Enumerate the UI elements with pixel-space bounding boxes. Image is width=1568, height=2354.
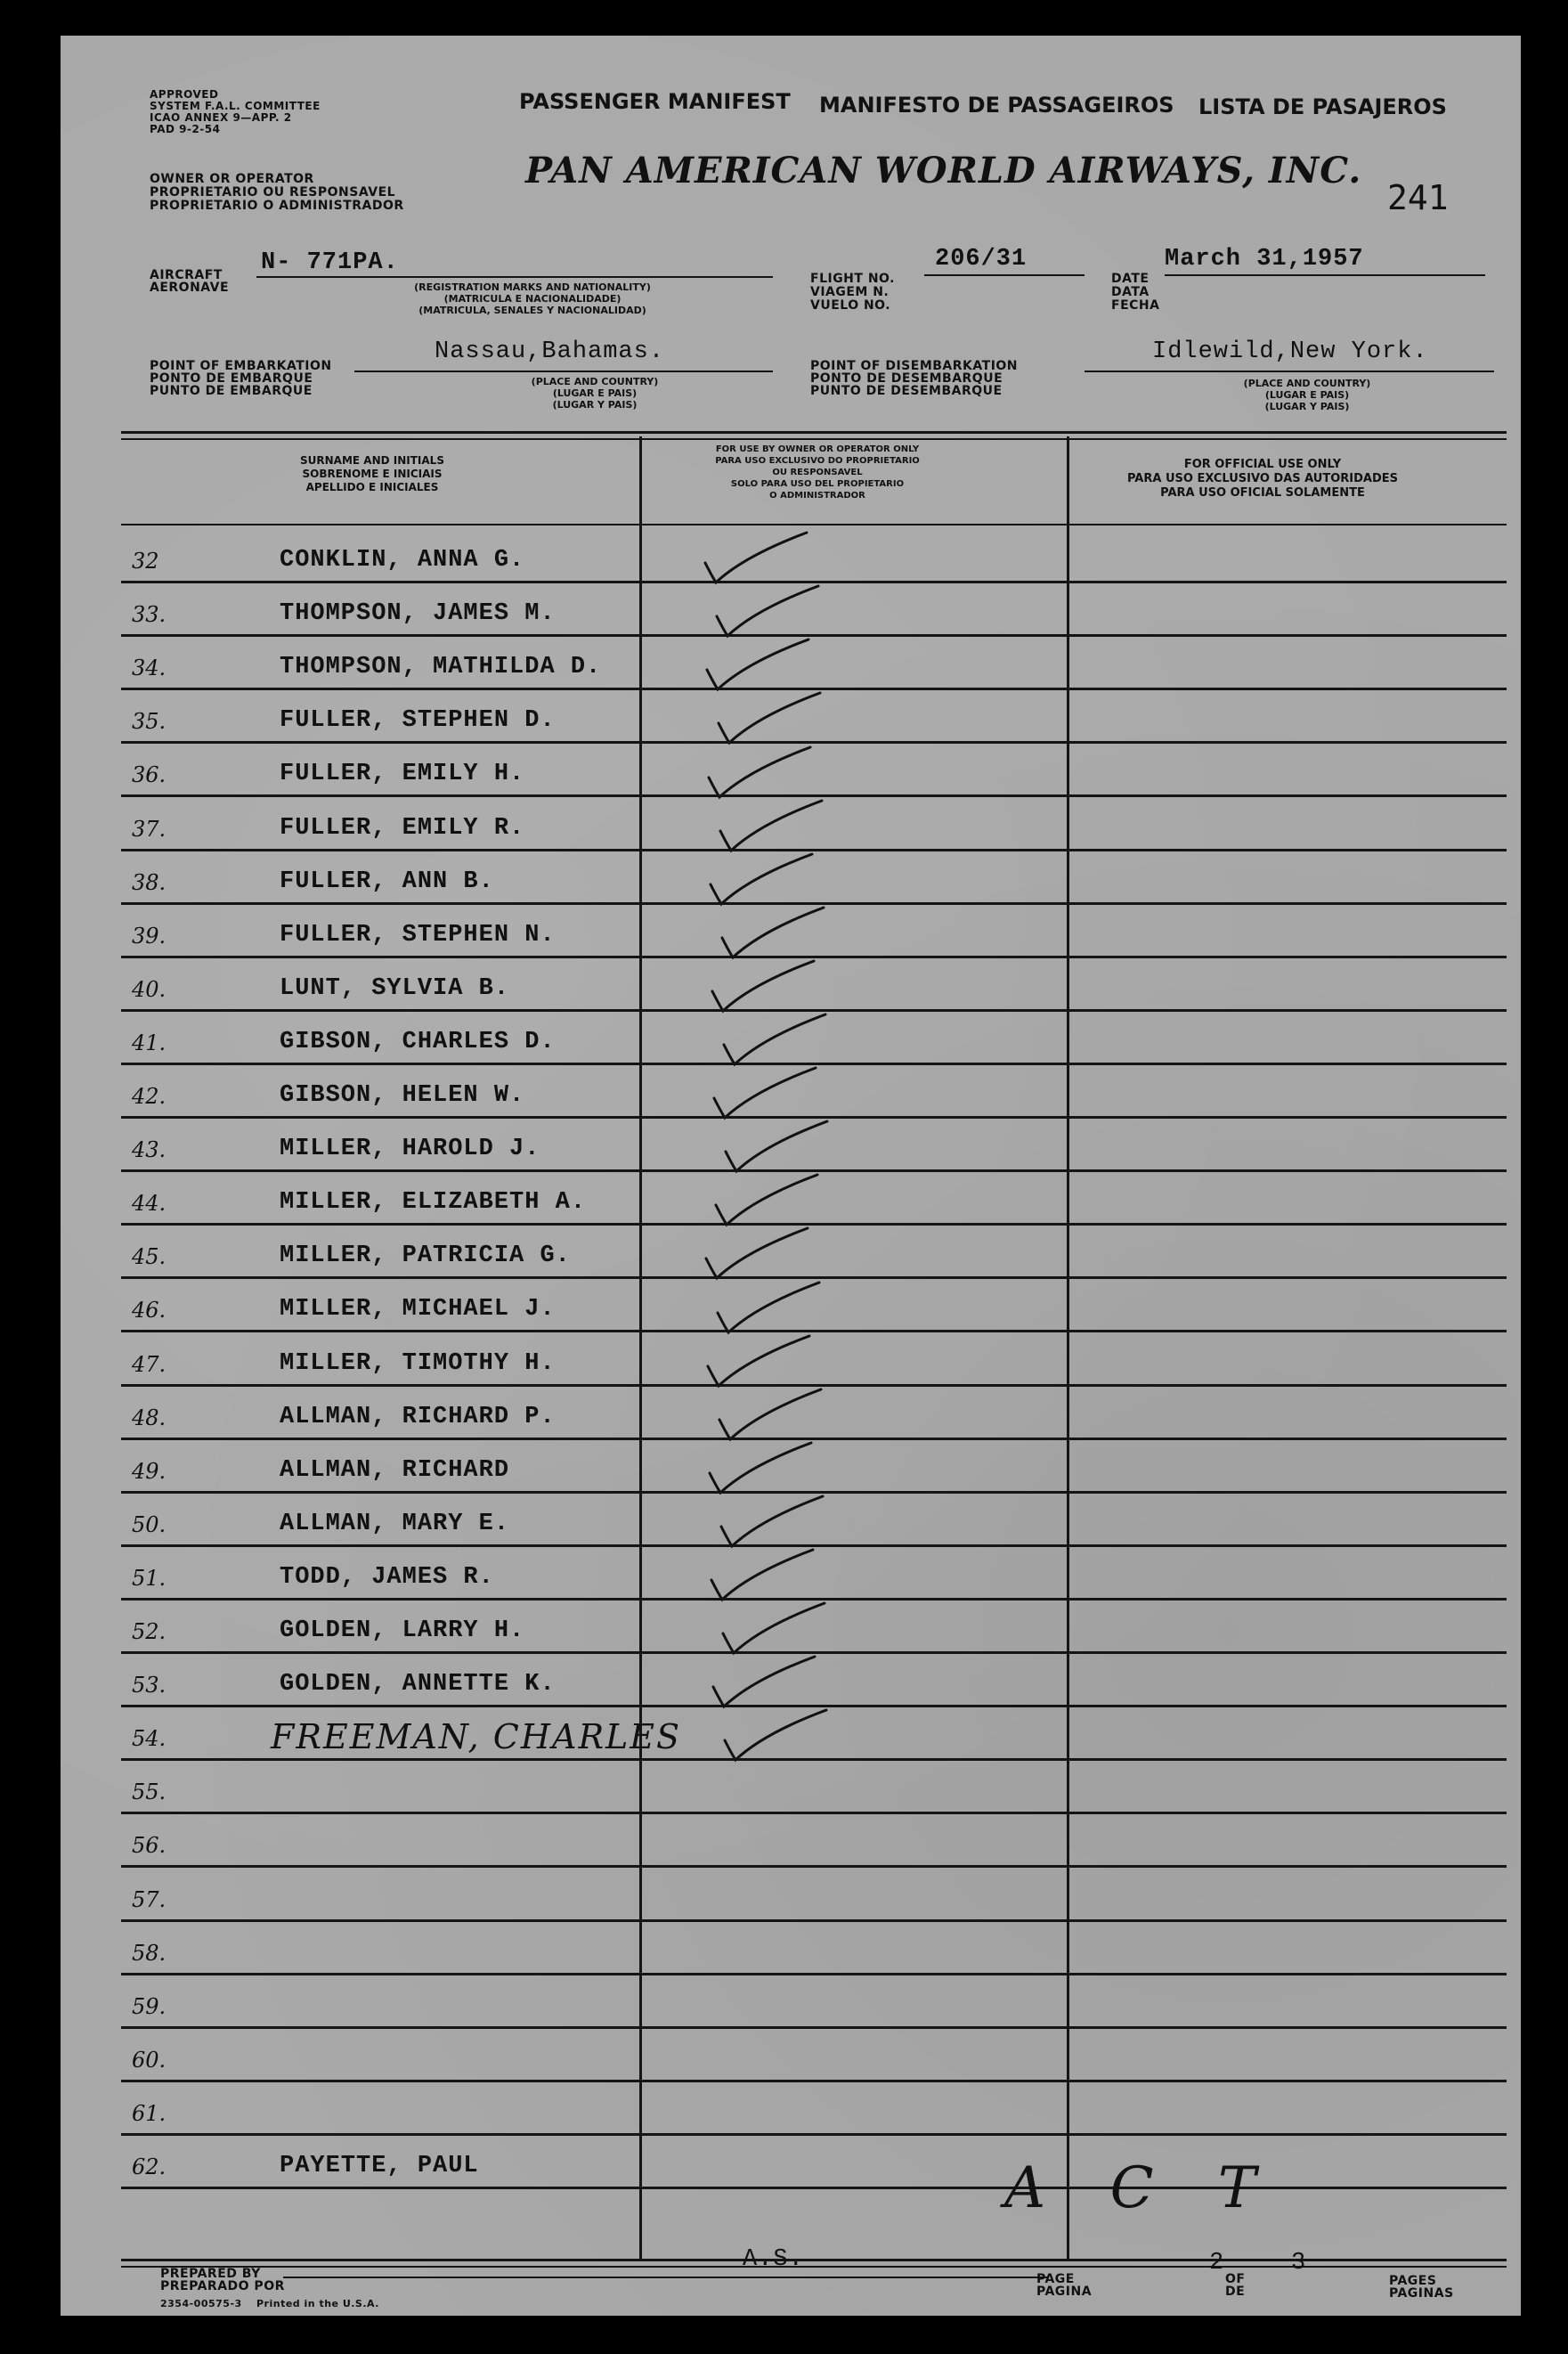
row-number: 55. — [132, 1780, 167, 1805]
of-label — [1225, 2273, 1245, 2298]
registration-label-line: (MATRICULA, SENALES Y NACIONALIDAD) — [418, 305, 646, 316]
pages-label-line: PAGINAS — [1389, 2286, 1454, 2301]
passenger-name: FREEMAN, CHARLES — [271, 1717, 682, 1757]
aircraft-label-line: AIRCRAFT — [150, 268, 223, 282]
row-rule — [121, 1865, 1507, 1868]
passenger-name: PAYETTE, PAUL — [280, 2153, 479, 2180]
row-rule — [121, 2026, 1507, 2029]
passenger-name: MILLER, HAROLD J. — [280, 1136, 540, 1163]
embarkation-label — [150, 360, 332, 397]
column-header-line: PARA USO OFICIAL SOLAMENTE — [1160, 486, 1365, 500]
row-number: 36. — [132, 762, 167, 788]
of-label-line: OF — [1225, 2272, 1246, 2286]
table-row — [121, 1708, 1507, 1762]
pages-label — [1389, 2275, 1454, 2300]
flight-label — [810, 273, 895, 313]
page-number-value: 2 — [1209, 2250, 1225, 2277]
row-rule — [121, 1973, 1507, 1975]
prepared-underline — [283, 2277, 1049, 2278]
page-label — [1036, 2273, 1092, 2298]
row-number: 33. — [132, 602, 167, 628]
passenger-name: THOMPSON, JAMES M. — [280, 600, 556, 628]
row-number: 38. — [132, 869, 167, 895]
place-label-line: (LUGAR Y PAIS) — [1264, 401, 1350, 412]
table-row — [121, 1280, 1507, 1333]
row-number: 45. — [132, 1244, 167, 1270]
table-row — [121, 1976, 1507, 2030]
prepared-label-line: PREPARADO POR — [160, 2279, 285, 2293]
passenger-name: TODD, JAMES R. — [280, 1563, 494, 1591]
column-header-line: APELLIDO E INICIALES — [305, 481, 439, 493]
page-stamp-number: 241 — [1387, 178, 1449, 217]
prepared-by-value: A.S. — [743, 2246, 804, 2273]
embarkation-underline — [354, 371, 773, 372]
column-header-owner-use — [675, 444, 960, 501]
passenger-name: GIBSON, HELEN W. — [280, 1082, 525, 1110]
row-number: 60. — [132, 2047, 167, 2073]
row-number: 47. — [132, 1351, 167, 1377]
place-label-line: (PLACE AND COUNTRY) — [1243, 378, 1371, 389]
table-row — [121, 2137, 1507, 2190]
passenger-name: LUNT, SYLVIA B. — [280, 974, 510, 1002]
airline-name: PAN AMERICAN WORLD AIRWAYS, INC. — [525, 150, 1362, 191]
row-number: 49. — [132, 1458, 167, 1484]
place-label-line: (LUGAR E PAIS) — [552, 387, 638, 399]
title-english: PASSENGER MANIFEST — [519, 89, 791, 114]
aircraft-label-line: AERONAVE — [150, 281, 230, 295]
flight-label-line: VUELO NO. — [810, 298, 891, 313]
column-header-line: FOR OFFICIAL USE ONLY — [1183, 458, 1342, 471]
passenger-name: MILLER, MICHAEL J. — [280, 1296, 556, 1324]
row-number: 62. — [132, 2154, 167, 2180]
passenger-name: MILLER, PATRICIA G. — [280, 1242, 571, 1270]
flight-underline — [924, 274, 1085, 276]
prepared-by-label — [160, 2268, 285, 2293]
page-label-line: PAGE — [1036, 2272, 1075, 2286]
row-rule — [121, 1919, 1507, 1922]
approval-line: ICAO ANNEX 9—APP. 2 — [150, 111, 292, 124]
row-rule — [121, 2080, 1507, 2082]
row-rule — [121, 1812, 1507, 1814]
table-row — [121, 1762, 1507, 1815]
owner-label: PROPRIETARIO OU RESPONSAVEL — [150, 185, 396, 200]
passenger-name: FULLER, EMILY H. — [280, 761, 525, 788]
table-row — [121, 1869, 1507, 1923]
table-row — [121, 1655, 1507, 1708]
disembarkation-underline — [1085, 371, 1494, 372]
form-number: 2354-00575-3 — [160, 2298, 242, 2309]
owner-label-block — [150, 173, 404, 213]
column-header-line: O ADMINISTRADOR — [769, 491, 865, 501]
passenger-name: FULLER, ANN B. — [280, 867, 494, 895]
row-number: 52. — [132, 1619, 167, 1645]
row-number: 51. — [132, 1565, 167, 1591]
disembarkation-value: Idlewild,New York. — [1152, 338, 1428, 365]
header-bottom-rule — [121, 524, 1507, 525]
aircraft-label — [150, 269, 229, 294]
table-row — [121, 1388, 1507, 1441]
column-header-line: PARA USO EXCLUSIVO DAS AUTORIDADES — [1126, 472, 1399, 485]
row-number: 58. — [132, 1940, 167, 1966]
place-label-line: (PLACE AND COUNTRY) — [531, 376, 659, 387]
table-row — [121, 959, 1507, 1013]
row-number: 54. — [132, 1726, 167, 1752]
column-header-line: OU RESPONSAVEL — [772, 468, 863, 477]
table-row — [121, 1923, 1507, 1976]
passenger-name: ALLMAN, RICHARD — [280, 1456, 510, 1484]
table-row — [121, 2030, 1507, 2083]
printed-in-usa: Printed in the U.S.A. — [256, 2298, 379, 2309]
disembark-place-label — [1191, 378, 1423, 412]
table-row — [121, 1815, 1507, 1869]
date-label-line: DATE — [1111, 272, 1150, 286]
row-number: 53. — [132, 1673, 167, 1698]
embarkation-label-line: PONTO DE EMBARQUE — [150, 371, 313, 386]
passenger-name: MILLER, ELIZABETH A. — [280, 1189, 587, 1217]
passenger-name: MILLER, TIMOTHY H. — [280, 1349, 556, 1377]
table-top-rule — [121, 431, 1507, 434]
table-row — [121, 691, 1507, 745]
flight-label-line: FLIGHT NO. — [810, 272, 895, 286]
of-label-line: DE — [1225, 2285, 1246, 2299]
owner-label: OWNER OR OPERATOR — [150, 172, 314, 186]
flight-number-value: 206/31 — [935, 246, 1028, 273]
column-header-line: PARA USO EXCLUSIVO DO PROPRIETARIO — [715, 456, 920, 466]
passenger-name: FULLER, STEPHEN N. — [280, 921, 556, 949]
registration-label-line: (MATRICULA E NACIONALIDADE) — [443, 293, 622, 305]
registration-label-line: (REGISTRATION MARKS AND NATIONALITY) — [414, 281, 651, 293]
passenger-name: FULLER, EMILY R. — [280, 814, 525, 842]
embarkation-label-line: PUNTO DE EMBARQUE — [150, 384, 313, 398]
row-number: 44. — [132, 1191, 167, 1217]
place-label-line: (LUGAR Y PAIS) — [552, 399, 638, 411]
owner-label: PROPRIETARIO O ADMINISTRADOR — [150, 199, 404, 213]
row-number: 61. — [132, 2100, 167, 2126]
table-row — [121, 1066, 1507, 1120]
row-number: 57. — [132, 1886, 167, 1912]
title-spanish: LISTA DE PASAJEROS — [1198, 94, 1447, 119]
row-number: 41. — [132, 1030, 167, 1055]
embarkation-value: Nassau,Bahamas. — [435, 338, 665, 365]
row-number: 46. — [132, 1298, 167, 1324]
passenger-name: GIBSON, CHARLES D. — [280, 1028, 556, 1055]
column-header-official-use — [1076, 458, 1450, 501]
row-number: 43. — [132, 1137, 167, 1163]
column-header-line: SOLO PARA USO DEL PROPIETARIO — [730, 479, 905, 489]
column-header-line: FOR USE BY OWNER OR OPERATOR ONLY — [715, 444, 920, 454]
table-row — [121, 1495, 1507, 1548]
approval-block — [150, 89, 321, 135]
table-row — [121, 799, 1507, 852]
row-number: 48. — [132, 1405, 167, 1430]
row-number: 39. — [132, 923, 167, 949]
row-number: 37. — [132, 816, 167, 842]
embark-place-label — [497, 376, 693, 411]
row-rule — [121, 2187, 1507, 2189]
passenger-name: FULLER, STEPHEN D. — [280, 707, 556, 735]
total-pages-value: 3 — [1291, 2250, 1307, 2277]
passenger-name: GOLDEN, LARRY H. — [280, 1617, 525, 1645]
page-label-line: PAGINA — [1036, 2285, 1093, 2299]
row-number: 35. — [132, 709, 167, 735]
date-value: March 31,1957 — [1165, 246, 1364, 273]
table-row — [121, 745, 1507, 798]
table-row — [121, 906, 1507, 959]
table-row — [121, 638, 1507, 691]
approval-line: PAD 9-2-54 — [150, 123, 221, 135]
row-rule — [121, 2133, 1507, 2136]
disembarkation-label — [810, 360, 1018, 397]
table-row — [121, 1013, 1507, 1066]
date-underline — [1165, 274, 1485, 276]
column-header-line: SURNAME AND INITIALS — [300, 454, 444, 467]
table-row — [121, 1548, 1507, 1601]
place-label-line: (LUGAR E PAIS) — [1264, 389, 1350, 401]
row-number: 40. — [132, 976, 167, 1002]
disembarkation-label-line: PUNTO DE DESEMBARQUE — [810, 384, 1003, 398]
date-label-line: FECHA — [1111, 298, 1160, 313]
row-number: 59. — [132, 1993, 167, 2019]
manifest-sheet — [61, 36, 1521, 2316]
date-label-line: DATA — [1111, 285, 1150, 299]
passenger-name: THOMPSON, MATHILDA D. — [280, 654, 602, 681]
table-row — [121, 584, 1507, 638]
aircraft-underline — [256, 276, 773, 278]
approval-line: APPROVED — [150, 88, 219, 101]
pages-label-line: PAGES — [1389, 2274, 1437, 2288]
table-row — [121, 1334, 1507, 1388]
column-header-line: SOBRENOME E INICIAIS — [302, 468, 443, 480]
row-rule — [121, 1758, 1507, 1761]
table-row — [121, 531, 1507, 584]
flight-label-line: VIAGEM N. — [810, 285, 890, 299]
column-header-names — [185, 454, 559, 494]
passenger-name: ALLMAN, RICHARD P. — [280, 1403, 556, 1430]
registration-label — [345, 281, 719, 316]
passenger-name: GOLDEN, ANNETTE K. — [280, 1671, 556, 1698]
row-number: 34. — [132, 656, 167, 681]
title-portuguese: MANIFESTO DE PASSAGEIROS — [819, 93, 1174, 118]
table-row — [121, 1173, 1507, 1226]
approval-line: SYSTEM F.A.L. COMMITTEE — [150, 100, 321, 112]
row-number: 56. — [132, 1833, 167, 1859]
act-annotation: A C T — [1004, 2155, 1280, 2221]
passenger-name: CONKLIN, ANNA G. — [280, 547, 525, 574]
table-row — [121, 1120, 1507, 1173]
date-label — [1111, 273, 1159, 313]
table-row — [121, 1226, 1507, 1280]
prepared-label-line: PREPARED BY — [160, 2267, 261, 2281]
row-number: 50. — [132, 1511, 167, 1537]
embarkation-label-line: POINT OF EMBARKATION — [150, 359, 332, 373]
disembarkation-label-line: PONTO DE DESEMBARQUE — [810, 371, 1003, 386]
table-row — [121, 1601, 1507, 1655]
table-row — [121, 852, 1507, 906]
table-top-rule-2 — [121, 438, 1507, 440]
aircraft-value: N- 771PA. — [261, 249, 399, 276]
table-row — [121, 2083, 1507, 2137]
row-number: 32 — [132, 549, 159, 574]
table-row — [121, 1441, 1507, 1495]
row-number: 42. — [132, 1084, 167, 1110]
disembarkation-label-line: POINT OF DISEMBARKATION — [810, 359, 1019, 373]
passenger-name: ALLMAN, MARY E. — [280, 1510, 510, 1537]
